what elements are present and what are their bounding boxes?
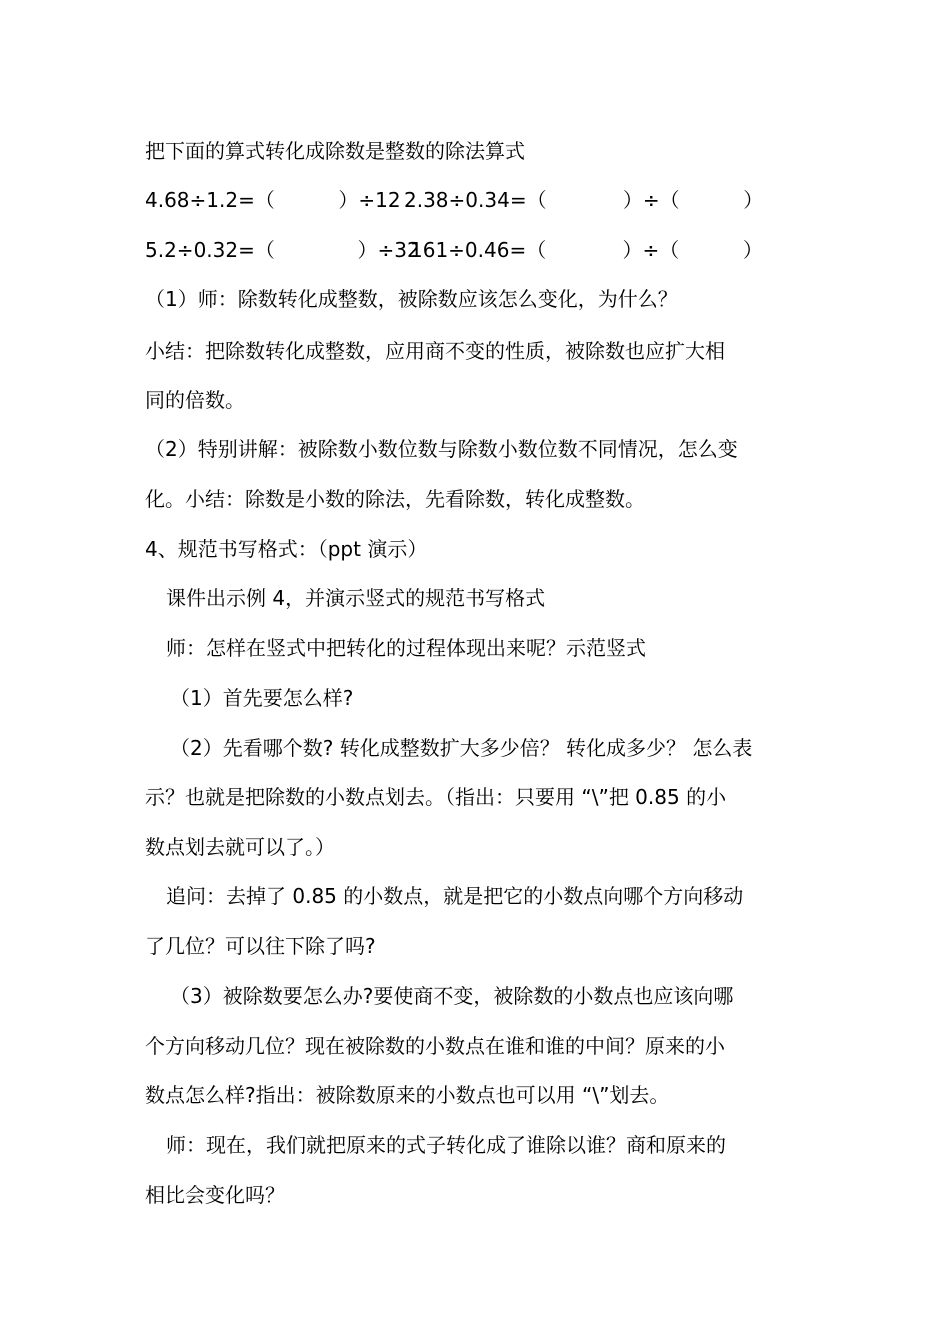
- paragraph-line: 了几位？可以往下除了吗?: [145, 934, 376, 958]
- exercise-1-left: 4.68÷1.2=（ ）÷12: [145, 188, 401, 212]
- paragraph-line: 数点怎么样?指出：被除数原来的小数点也可以用 “\”划去。: [145, 1083, 670, 1107]
- paragraph-line: 相比会变化吗？: [145, 1183, 285, 1207]
- exercise-row-1: [145, 188, 765, 212]
- exercise-2-right: 161÷0.46=（ ）÷（ ）: [410, 238, 763, 262]
- paragraph-line: 数点划去就可以了。）: [145, 835, 335, 859]
- paragraph-line: （2）先看哪个数? 转化成整数扩大多少倍？ 转化成多少？ 怎么表: [170, 736, 753, 760]
- paragraph-line: 师：现在，我们就把原来的式子转化成了谁除以谁？商和原来的: [166, 1133, 726, 1157]
- exercise-1-right: 2.38÷0.34=（ ）÷（ ）: [404, 188, 764, 212]
- exercise-row-2: [145, 238, 765, 262]
- paragraph-line: 化。小结：除数是小数的除法，先看除数，转化成整数。: [145, 487, 645, 511]
- paragraph-line: （1）首先要怎么样?: [170, 686, 354, 710]
- paragraph-line: （2）特别讲解：被除数小数位数与除数小数位数不同情况，怎么变: [145, 437, 738, 461]
- paragraph-line: 同的倍数。: [145, 388, 245, 412]
- instruction-line: 把下面的算式转化成除数是整数的除法算式: [145, 139, 525, 163]
- exercise-2-left: 5.2÷0.32=（ ）÷32: [145, 238, 420, 262]
- paragraph-line: 个方向移动几位？现在被除数的小数点在谁和谁的中间？原来的小: [145, 1034, 725, 1058]
- paragraph-line: （1）师：除数转化成整数，被除数应该怎么变化，为什么？: [145, 287, 678, 311]
- paragraph-line: 示？也就是把除数的小数点划去。（指出：只要用 “\”把 0.85 的小: [145, 785, 727, 809]
- paragraph-line: 小结：把除数转化成整数，应用商不变的性质，被除数也应扩大相: [145, 339, 725, 363]
- section-heading: 4、规范书写格式：（ppt 演示）: [145, 537, 428, 561]
- paragraph-line: 师：怎样在竖式中把转化的过程体现出来呢？示范竖式: [166, 636, 646, 660]
- paragraph-line: （3）被除数要怎么办?要使商不变，被除数的小数点也应该向哪: [170, 984, 734, 1008]
- paragraph-line: 追问：去掉了 0.85 的小数点，就是把它的小数点向哪个方向移动: [166, 884, 744, 908]
- paragraph-line: 课件出示例 4，并演示竖式的规范书写格式: [166, 586, 546, 610]
